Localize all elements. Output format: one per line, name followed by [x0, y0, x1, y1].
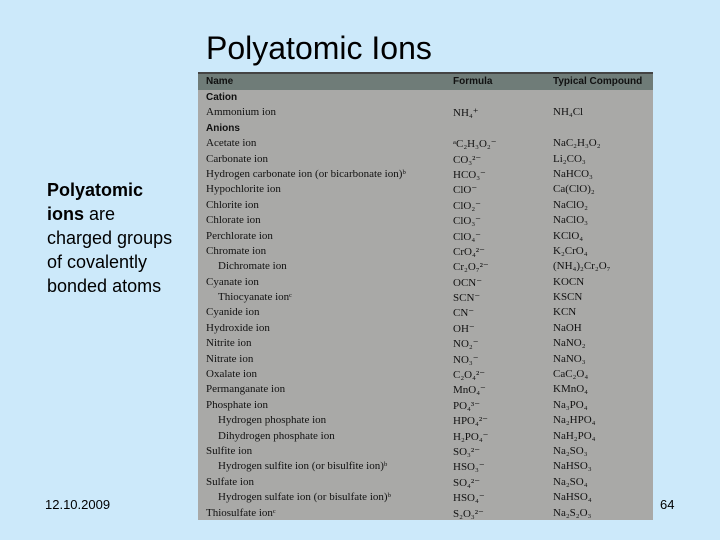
table-row: [198, 413, 653, 428]
row-formula: NO₃⁻: [453, 353, 479, 366]
row-name: Hydrogen sulfate ion (or bisulfate ion)ᵇ: [218, 491, 391, 504]
row-name: Cyanide ion: [206, 306, 260, 319]
row-name: Acetate ion: [206, 137, 257, 150]
table-row: [198, 459, 653, 474]
row-compound: NaNO₂: [553, 337, 586, 350]
row-formula: CN⁻: [453, 307, 475, 320]
row-name: Cyanate ion: [206, 275, 259, 288]
row-formula: ClO₃⁻: [453, 215, 481, 228]
table-row: [198, 198, 653, 213]
row-formula: Cr₂O₇²⁻: [453, 261, 489, 274]
table-row: [198, 321, 653, 336]
row-name: Nitrate ion: [206, 352, 254, 365]
row-name: Thiosulfate ionᶜ: [206, 506, 276, 519]
row-compound: Na₂S₂O₃: [553, 506, 592, 519]
footer-date: 12.10.2009: [45, 497, 111, 512]
table-row: [198, 444, 653, 459]
row-name: Chlorite ion: [206, 198, 259, 211]
page-number: 64: [660, 497, 675, 512]
table-row: [198, 305, 653, 320]
table-row: [198, 490, 653, 505]
side-description: [47, 178, 177, 298]
row-name: Nitrite ion: [206, 337, 252, 350]
row-compound: Ca(ClO)₂: [553, 183, 595, 196]
row-formula: SCN⁻: [453, 292, 481, 305]
table-row: [198, 105, 653, 120]
row-name: Thiocyanate ionᶜ: [218, 291, 292, 304]
row-formula: H₂PO₄⁻: [453, 430, 489, 443]
row-formula: ClO⁻: [453, 184, 478, 197]
header-name: Name: [206, 76, 234, 87]
header-formula: Formula: [453, 76, 493, 87]
row-name: Hydroxide ion: [206, 321, 270, 334]
row-formula: OH⁻: [453, 322, 475, 335]
row-formula: ClO₄⁻: [453, 230, 481, 243]
row-compound: KOCN: [553, 275, 585, 288]
row-formula: SO₄²⁻: [453, 476, 481, 489]
row-name: Permanganate ion: [206, 383, 286, 396]
row-formula: CrO₄²⁻: [453, 245, 485, 258]
row-formula: NO₂⁻: [453, 338, 479, 351]
row-compound: Na₃PO₄: [553, 398, 588, 411]
row-compound: Na₂SO₄: [553, 475, 588, 488]
row-compound: NH₄Cl: [553, 106, 584, 119]
table-row: [198, 290, 653, 305]
table-row: [198, 352, 653, 367]
table-row: [198, 475, 653, 490]
table-row: [198, 336, 653, 351]
row-compound: NaHSO₃: [553, 460, 592, 473]
table-row: [198, 213, 653, 228]
side-description-rest: are charged groups of covalently bonded atoms: [47, 204, 173, 296]
slide-title: Polyatomic Ions: [206, 30, 432, 66]
table-row: [198, 382, 653, 397]
row-formula: SO₃²⁻: [453, 445, 481, 458]
row-name: Cation: [206, 92, 238, 103]
row-name: Perchlorate ion: [206, 229, 273, 242]
row-compound: NaClO₃: [553, 214, 588, 227]
table-row: [198, 152, 653, 167]
row-name: Dihydrogen phosphate ion: [218, 429, 335, 442]
row-compound: Na₂SO₃: [553, 444, 588, 457]
row-compound: NaClO₂: [553, 198, 588, 211]
table-row: [198, 90, 653, 105]
row-formula: OCN⁻: [453, 276, 483, 289]
row-formula: S₂O₃²⁻: [453, 507, 484, 520]
row-name: Hypochlorite ion: [206, 183, 281, 196]
table-row: [198, 121, 653, 136]
header-typical-compound: Typical Compound: [553, 76, 643, 87]
row-compound: KClO₄: [553, 229, 584, 242]
row-name: Oxalate ion: [206, 368, 258, 381]
polyatomic-ions-table: [198, 72, 653, 520]
row-name: Carbonate ion: [206, 152, 269, 165]
row-compound: KCN: [553, 306, 577, 319]
row-formula: CO₃²⁻: [453, 153, 482, 166]
table-row: [198, 367, 653, 382]
row-name: Anions: [206, 122, 240, 134]
row-compound: NaHCO₃: [553, 167, 593, 180]
row-compound: NaHSO₄: [553, 491, 592, 504]
side-description-bold: Polyatomic ions: [47, 180, 144, 224]
row-compound: NaH₂PO₄: [553, 429, 596, 442]
row-formula: HSO₄⁻: [453, 492, 485, 505]
row-formula: ClO₂⁻: [453, 199, 481, 212]
table-row: [198, 167, 653, 182]
row-formula: MnO₄⁻: [453, 384, 486, 397]
row-name: Hydrogen carbonate ion (or bicarbonate ion)ᵇ: [206, 167, 406, 180]
table-row: [198, 259, 653, 274]
table-row: [198, 506, 653, 521]
row-formula: HPO₄²⁻: [453, 415, 488, 428]
row-formula: HSO₃⁻: [453, 461, 485, 474]
table-row: [198, 136, 653, 151]
row-name: Hydrogen phosphate ion: [218, 414, 327, 427]
table-header: [198, 72, 653, 90]
row-compound: (NH₄)₂Cr₂O₇: [553, 260, 611, 273]
table-body: [198, 90, 653, 521]
row-name: Chlorate ion: [206, 214, 261, 227]
row-name: Phosphate ion: [206, 398, 269, 411]
row-compound: CaC₂O₄: [553, 368, 589, 381]
row-name: Ammonium ion: [206, 106, 276, 119]
row-name: Sulfite ion: [206, 444, 253, 457]
row-compound: NaOH: [553, 321, 582, 334]
row-name: Hydrogen sulfite ion (or bisulfite ion)ᵇ: [218, 460, 388, 473]
row-formula: NH₄⁺: [453, 107, 479, 120]
row-name: Chromate ion: [206, 244, 267, 257]
table-row: [198, 429, 653, 444]
table-row: [198, 275, 653, 290]
table-row: [198, 229, 653, 244]
row-name: Dichromate ion: [218, 260, 287, 273]
row-compound: KMnO₄: [553, 383, 589, 396]
row-formula: ᵃC₂H₃O₂⁻: [453, 138, 497, 151]
row-compound: NaC₂H₃O₂: [553, 137, 601, 150]
table-row: [198, 244, 653, 259]
table-row: [198, 182, 653, 197]
row-name: Sulfate ion: [206, 475, 254, 488]
row-compound: K₂CrO₄: [553, 244, 588, 257]
row-formula: HCO₃⁻: [453, 168, 486, 181]
row-compound: NaNO₃: [553, 352, 586, 365]
row-compound: Na₂HPO₄: [553, 414, 596, 427]
row-formula: C₂O₄²⁻: [453, 369, 486, 382]
row-compound: KSCN: [553, 291, 583, 304]
row-compound: Li₂CO₃: [553, 152, 586, 165]
table-row: [198, 398, 653, 413]
row-formula: PO₄³⁻: [453, 399, 481, 412]
